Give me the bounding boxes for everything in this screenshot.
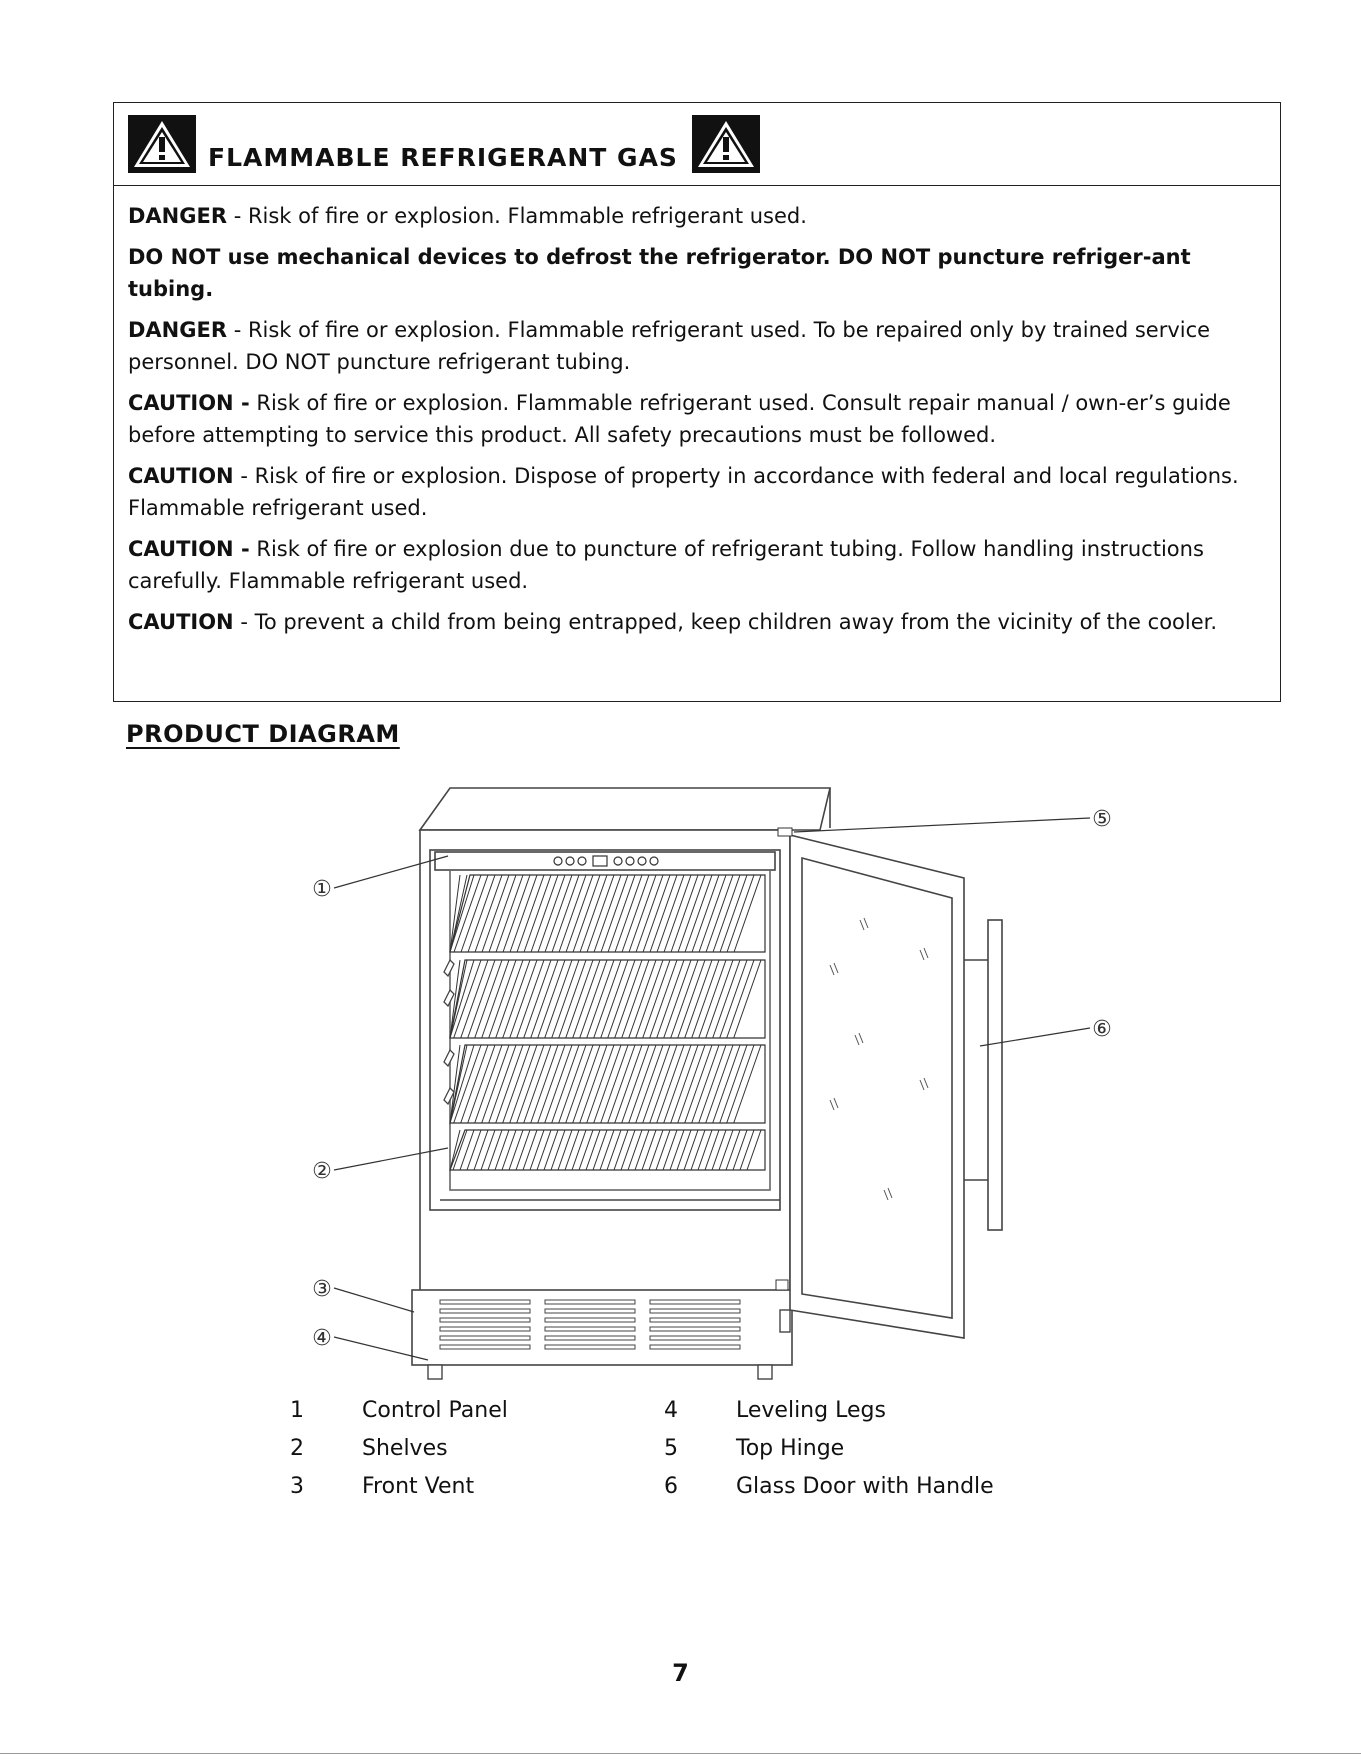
warning-paragraph: [128, 606, 1266, 638]
warning-lead: CAUTION: [128, 464, 234, 488]
warning-paragraph: [128, 314, 1266, 378]
warning-text: Risk of fire or explosion. Flammable refrigerant used. Consult repair manual / own-er’s guide before attempting to service this product. All safety precautions must be followed.: [128, 391, 1231, 447]
warning-text: Risk of fire or explosion due to puncture of refrigerant tubing. Follow handling instructions carefully. Flammable refrigerant used.: [128, 537, 1204, 593]
legend-number: 6: [664, 1474, 678, 1499]
cabinet-top: [420, 788, 830, 830]
callout-1: ①: [312, 877, 332, 902]
warning-box: [113, 102, 1281, 702]
legend-number: 1: [290, 1398, 304, 1423]
warning-header: [114, 103, 1280, 186]
warning-title: FLAMMABLE REFRIGERANT GAS: [208, 143, 678, 172]
section-title: PRODUCT DIAGRAM: [126, 720, 400, 748]
warning-body: [114, 186, 1280, 638]
callout-2: ②: [312, 1159, 332, 1184]
bottom-divider: [0, 1753, 1361, 1754]
legend-label: Shelves: [362, 1436, 448, 1461]
warning-paragraph: [128, 460, 1266, 524]
callout-4: ④: [312, 1326, 332, 1351]
glass-door: [790, 835, 1002, 1338]
page-number: 7: [672, 1659, 689, 1687]
warning-text: - Risk of fire or explosion. Flammable refrigerant used. To be repaired only by trained service personnel. DO NOT puncture refrigerant tubing.: [128, 318, 1211, 374]
control-panel: [435, 852, 775, 870]
warning-paragraph: [128, 241, 1266, 305]
legend-number: 3: [290, 1474, 304, 1499]
legend-label: Control Panel: [362, 1398, 508, 1423]
warning-paragraph: [128, 387, 1266, 451]
warning-lead: DANGER: [128, 318, 228, 342]
legend-number: 2: [290, 1436, 304, 1461]
legend-label: Leveling Legs: [736, 1398, 886, 1423]
callout-5: ⑤: [1092, 807, 1112, 832]
warning-lead: CAUTION -: [128, 537, 250, 561]
legend-label: Front Vent: [362, 1474, 475, 1499]
legend-label: Glass Door with Handle: [736, 1474, 994, 1499]
door-handle: [988, 920, 1002, 1230]
callout-3: ③: [312, 1277, 332, 1302]
product-diagram: [300, 770, 1120, 1390]
warning-lead: CAUTION: [128, 610, 234, 634]
top-hinge: [778, 828, 792, 836]
legend-label: Top Hinge: [736, 1436, 845, 1461]
warning-paragraph: [128, 533, 1266, 597]
callout-6: ⑥: [1092, 1017, 1112, 1042]
warning-text: - Risk of fire or explosion. Flammable refrigerant used.: [227, 204, 807, 228]
warning-paragraph: [128, 200, 1266, 232]
warning-lead: DANGER: [128, 204, 228, 228]
warning-lead: CAUTION -: [128, 391, 250, 415]
warning-text: - To prevent a child from being entrapped, keep children away from the vicinity of the cooler.: [233, 610, 1218, 634]
legend-number: 4: [664, 1398, 678, 1423]
warning-text: - Risk of fire or explosion. Dispose of property in accordance with federal and local regulations. Flammable refrigerant used.: [128, 464, 1239, 520]
warning-triangle-icon: [692, 115, 760, 173]
warning-lead: DO NOT use mechanical devices to defrost the refrigerator. DO NOT puncture refriger-ant tubing.: [128, 245, 1191, 301]
legend-number: 5: [664, 1436, 678, 1461]
warning-triangle-icon: [128, 115, 196, 173]
